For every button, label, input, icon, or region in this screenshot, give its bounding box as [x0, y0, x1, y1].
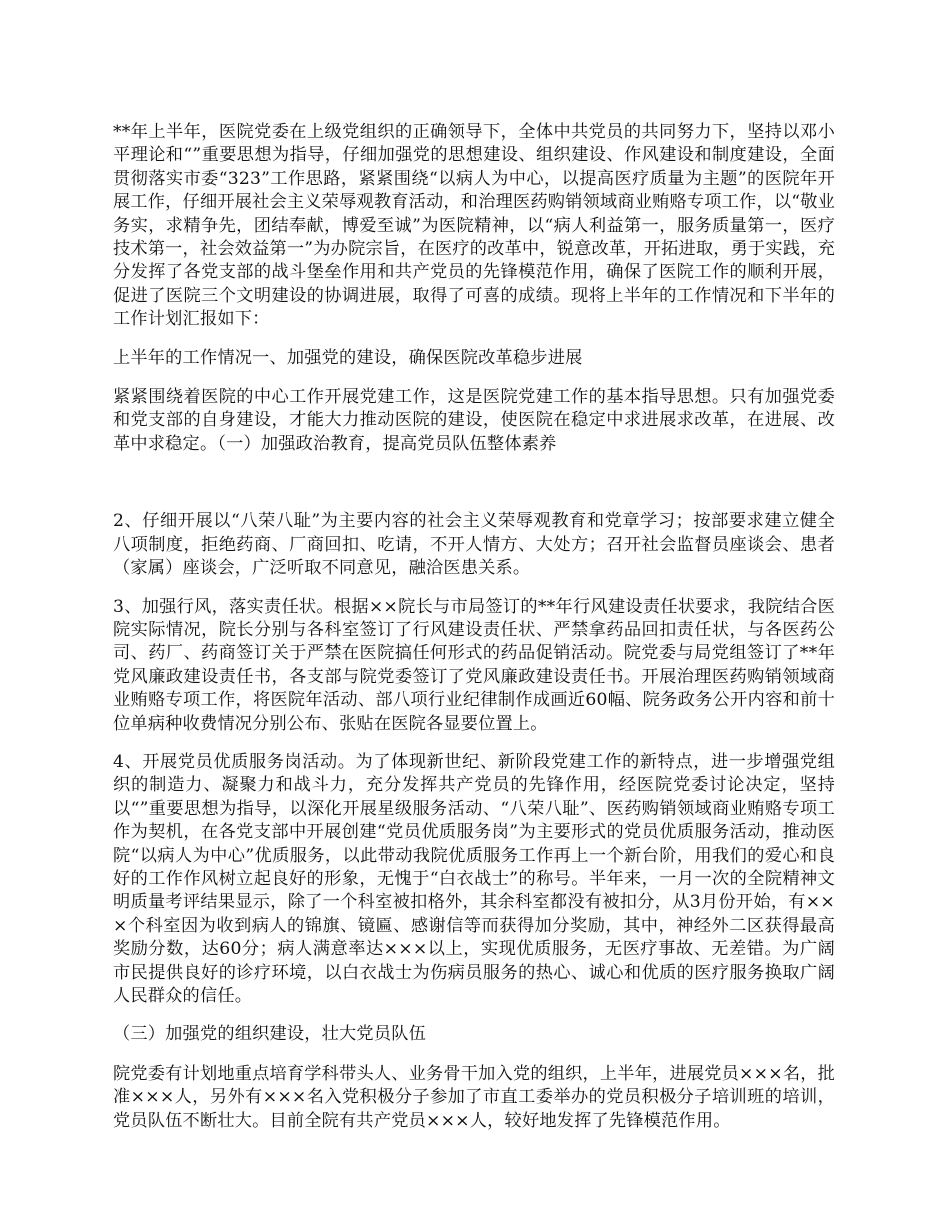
paragraph-item-3: 3、加强行风，落实责任状。根据××院长与市局签订的**年行风建设责任状要求，我院结合医院实际情况，院长分别与各科室签订了行风建设责任状、严禁拿药品回扣责任状，与各医药公司、药厂、药商签订关于严禁在医院搞任何形式的药品促销活动。院党委与局党组签订了**年党风廉政建设责任书，各支部与院党委签订了党风廉政建设责任书。开展治理医药购销领域商业贿赂专项工作，将医院年活动、部八项行业纪律制作成画近60幅、院务政务公开内容和前十位单病种收费情况分别公布、张贴在医院各显要位置上。	[113, 596, 835, 734]
paragraph-intro: **年上半年，医院党委在上级党组织的正确领导下，全体中共党员的共同努力下，坚持以邓小平理论和“”重要思想为指导，仔细加强党的思想建设、组织建设、作风建设和制度建设，全面贯彻落实市委“323”工作思路，紧紧围绕“以病人为中心，以提高医疗质量为主题”的医院年开展工作，仔细开展社会主义荣辱观教育活动，和治理医药购销领域商业贿赂专项工作，以“敬业务实，求精争先，团结奉献，博爱至诚”为医院精神，以“病人利益第一，服务质量第一，医疗技术第一，社会效益第一”为办院宗旨，在医疗的改革中，锐意改革，开拓进取，勇于实践，充分发挥了各党支部的战斗堡垒作用和共产党员的先锋模范作用，确保了医院工作的顺利开展，促进了医院三个文明建设的协调进展，取得了可喜的成绩。现将上半年的工作情况和下半年的工作计划汇报如下：	[113, 122, 835, 330]
paragraph-item-2: 2、仔细开展以“八荣八耻”为主要内容的社会主义荣辱观教育和党章学习；按部要求建立健全八项制度，拒绝药商、厂商回扣、吃请，不开人情方、大处方；召开社会监督员座谈会、患者（家属）座谈会，广泛听取不同意见，融洽医患关系。	[113, 511, 835, 579]
document-body	[113, 121, 835, 1148]
section-heading-organization: （三）加强党的组织建设，壮大党员队伍	[113, 1024, 426, 1045]
section-heading-first-half: 上半年的工作情况一、加强党的建设，确保医院改革稳步进展	[113, 347, 583, 368]
paragraph-item-4: 4、开展党员优质服务岗活动。为了体现新世纪、新阶段党建工作的新特点，进一步增强党组织的制造力、凝聚力和战斗力，充分发挥共产党员的先锋作用，经医院党委讨论决定，坚持以“”重要思想为指导，以深化开展星级服务活动、“八荣八耻”、医药购销领域商业贿赂专项工作为契机，在各党支部中开展创建“党员优质服务岗”为主要形式的党员优质服务活动，推动医院“以病人为中心”优质服务，以此带动我院优质服务工作再上一个新台阶，用我们的爱心和良好的工作作风树立起良好的形象，无愧于“白衣战士”的称号。半年来，一月一次的全院精神文明质量考评结果显示，除了一个科室被扣格外，其余科室都没有被扣分，从3月份开始，有×××个科室因为收到病人的锦旗、镜匾、感谢信等而获得加分奖励，其中，神经外二区获得最高奖励分数，达60分；病人满意率达×××以上，实现优质服务，无医疗事故、无差错。为广阔市民提供良好的诊疗环境，以白衣战士为伤病员服务的热心、诚心和优质的医疗服务换取广阔人民群众的信任。	[113, 751, 835, 1006]
blank-gap	[113, 471, 835, 510]
paragraph-organization: 院党委有计划地重点培育学科带头人、业务骨干加入党的组织，上半年，进展党员×××名，批准×××人，另外有×××名入党积极分子参加了市直工委举办的党员积极分子培训班的培训，党员队伍不断壮大。目前全院有共产党员×××人，较好地发挥了先锋模范作用。	[113, 1063, 835, 1131]
paragraph-party-building: 紧紧围绕着医院的中心工作开展党建工作，这是医院党建工作的基本指导思想。只有加强党委和党支部的自身建设，才能大力推动医院的建设，使医院在稳定中求进展求改革，在进展、改革中求稳定。（一）加强政治教育，提高党员队伍整体素养	[113, 387, 835, 454]
